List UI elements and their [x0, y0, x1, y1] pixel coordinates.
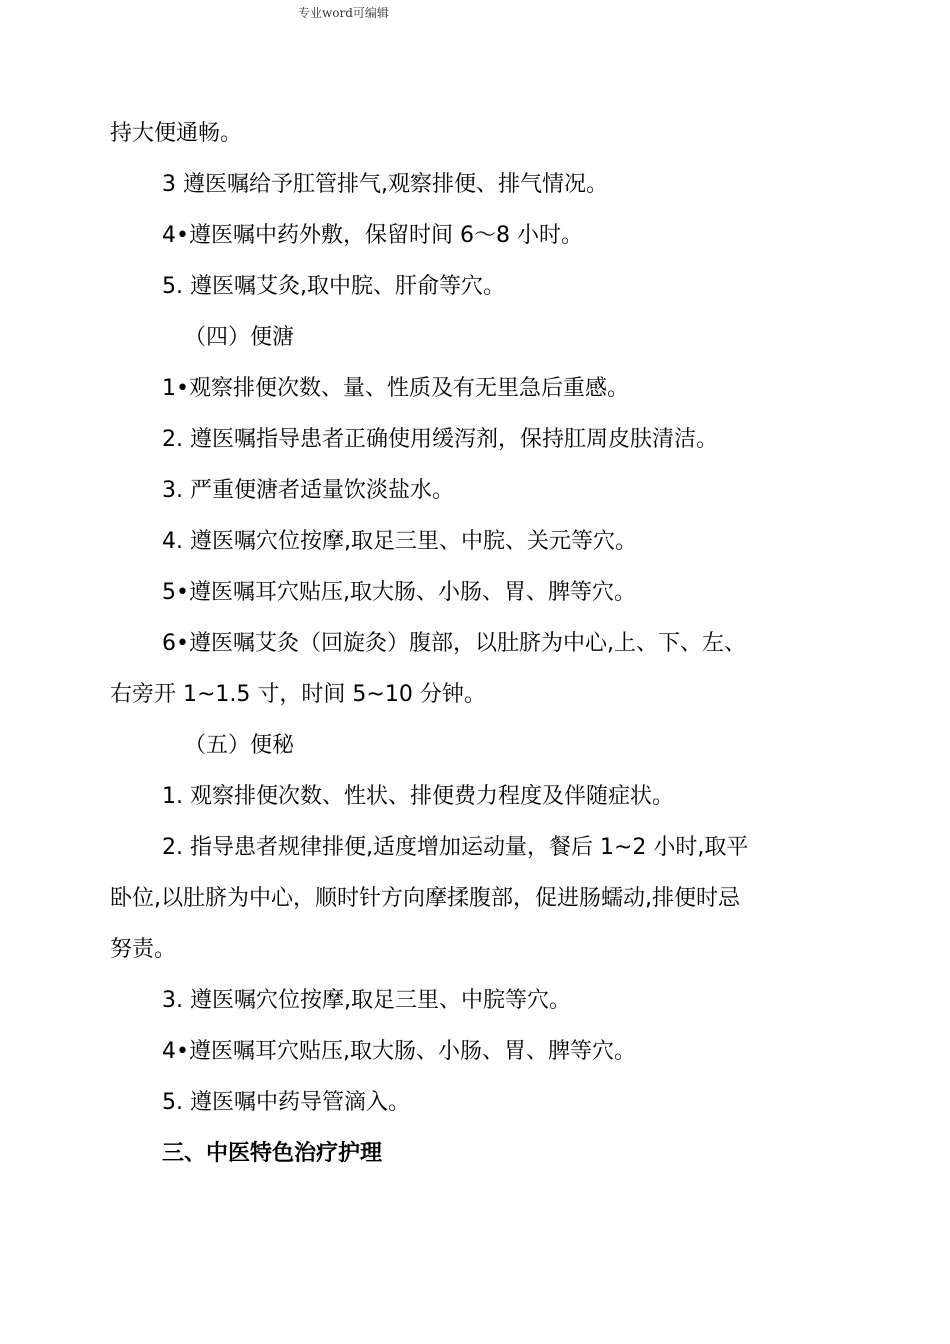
text-line: 4•遵医嘱中药外敷，保留时间 6〜8 小时。 [162, 223, 583, 248]
section-heading: （五）便秘 [184, 733, 295, 758]
text-line: 3. 遵医嘱穴位按摩,取足三里、中脘等穴。 [162, 988, 571, 1013]
text-line: 右旁开 1~1.5 寸，时间 5~10 分钟。 [110, 682, 486, 707]
text-line: 4. 遵医嘱穴位按摩,取足三里、中脘、关元等穴。 [162, 529, 637, 554]
text-line: 3. 严重便溏者适量饮淡盐水。 [162, 478, 454, 503]
page-header: 专业word可编辑 [298, 6, 389, 20]
document-body [110, 108, 845, 1179]
text-line: 持大便通畅。 [110, 121, 243, 146]
text-line: 1•观察排便次数、量、性质及有无里急后重感。 [162, 376, 629, 401]
text-line: 2. 遵医嘱指导患者正确使用缓泻剂，保持肛周皮肤清洁。 [162, 427, 718, 452]
text-line: 5. 遵医嘱中药导管滴入。 [162, 1090, 410, 1115]
text-line: 5•遵医嘱耳穴贴压,取大肠、小肠、胃、脾等穴。 [162, 580, 636, 605]
text-line: 3 遵医嘱给予肛管排气,观察排便、排气情况。 [162, 172, 608, 197]
text-line: 5. 遵医嘱艾灸,取中脘、肝俞等穴。 [162, 274, 505, 299]
text-line: 2. 指导患者规律排便,适度增加运动量，餐后 1~2 小时,取平 [162, 835, 749, 860]
text-line: 4•遵医嘱耳穴贴压,取大肠、小肠、胃、脾等穴。 [162, 1039, 636, 1064]
text-line: 努责。 [110, 937, 177, 962]
section-heading: （四）便溏 [184, 325, 295, 350]
text-line: 1. 观察排便次数、性状、排便费力程度及伴随症状。 [162, 784, 674, 809]
text-line: 6•遵医嘱艾灸（回旋灸）腹部，以肚脐为中心,上、下、左、 [162, 631, 746, 656]
chapter-heading: 三、中医特色治疗护理 [162, 1141, 383, 1166]
text-line: 卧位,以肚脐为中心，顺时针方向摩揉腹部，促进肠蠕动,排便时忌 [110, 886, 740, 911]
